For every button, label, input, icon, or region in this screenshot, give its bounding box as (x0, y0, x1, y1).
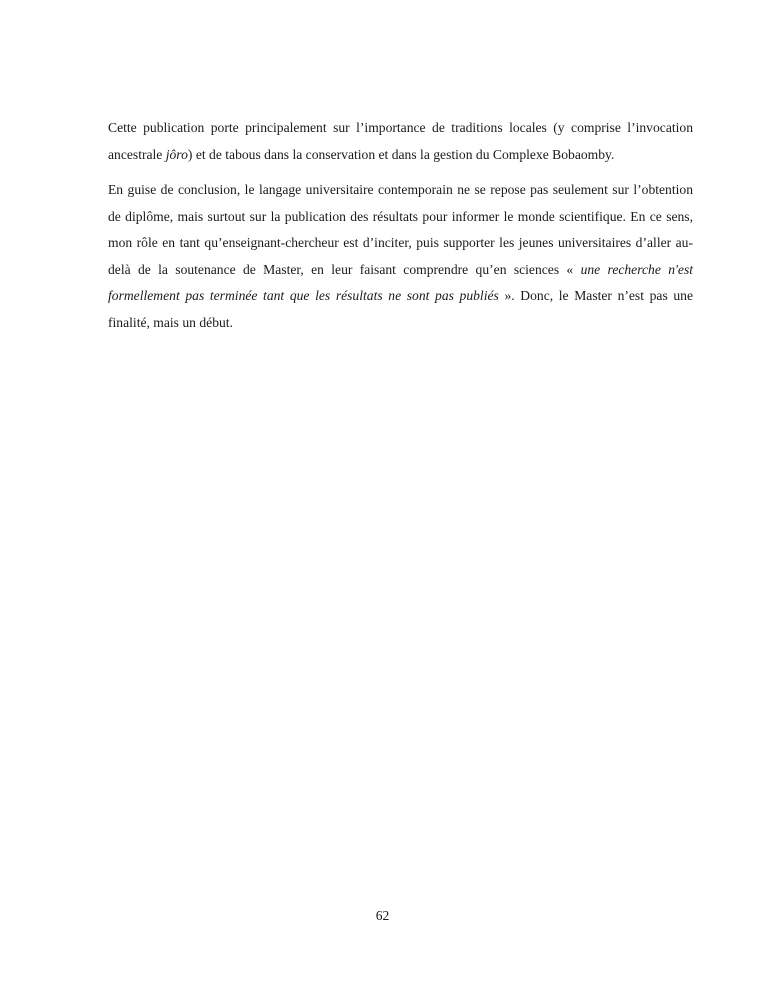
page-number: 62 (375, 908, 390, 923)
paragraph-1-text-end: ) et de tabous dans la conservation et dans la gestion du Complexe Bobaomby. (187, 146, 615, 162)
paragraph-2-italic-quote: une recherche n'est formellement pas terminée tant que les résultats ne sont pas publiés (108, 261, 694, 303)
paragraph-1-text-start: Cette publication porte principalement sur l’importance de traditions locales (y comprise l’invocation ancestrale (108, 120, 693, 162)
paragraph-1-italic-term: jôro (165, 146, 188, 162)
paragraph-1 (108, 115, 693, 168)
paragraph-2-text-end: ». Donc, le Master n’est pas une finalité, mais un début. (108, 288, 694, 330)
paragraph-2-text-start: En guise de conclusion, le langage universitaire contemporain ne se repose pas seulement sur l’obtention de diplôme, mais surtout sur la publication des résultats pour informer le monde scientifique. En ce sens, mon rôle en tant qu’enseignant-chercheur est d’inciter, puis supporter les jeunes universitaires d’aller au-delà de la soutenance de Master, en leur faisant comprendre qu’en sciences « (108, 182, 693, 277)
paragraph-2 (108, 177, 693, 336)
body-text (108, 115, 693, 345)
